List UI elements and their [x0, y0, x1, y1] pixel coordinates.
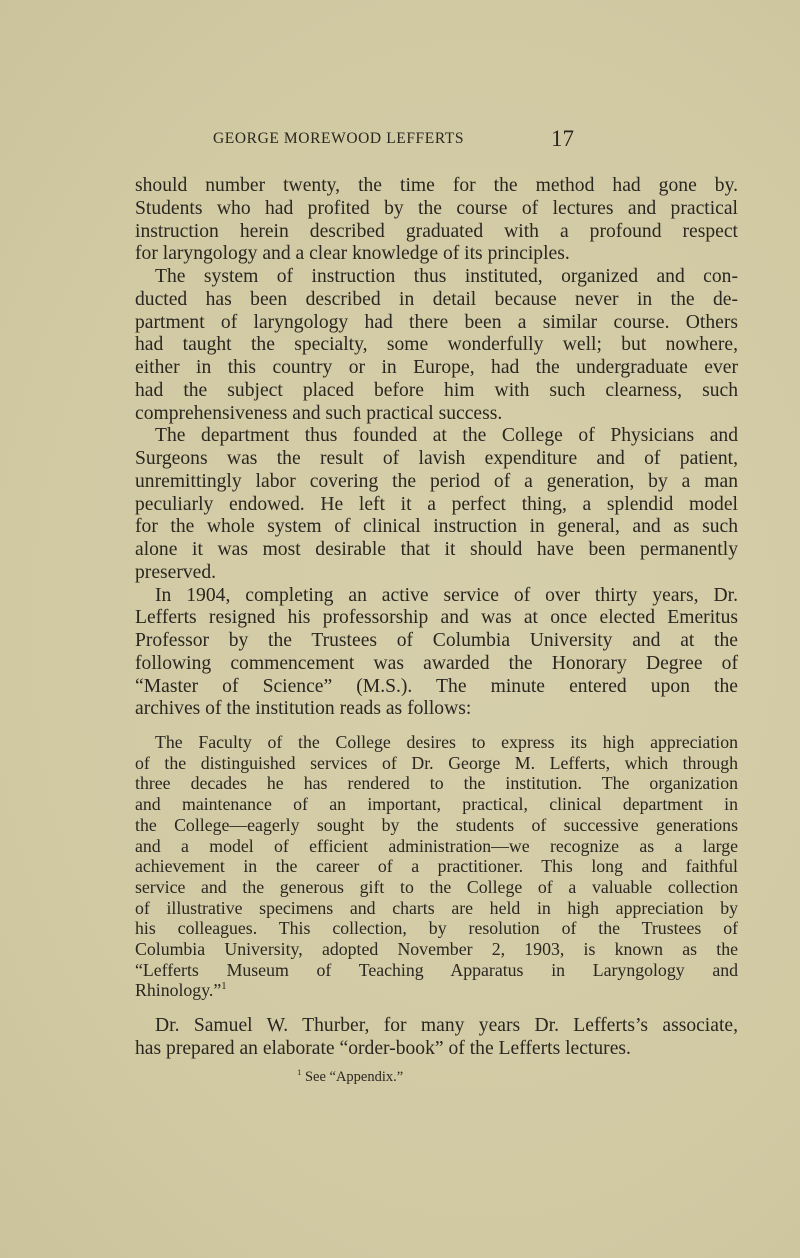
line-text: and maintenance of an important, practical, clinical department in: [135, 794, 738, 815]
text-line: [135, 753, 738, 774]
text-line: [135, 856, 738, 877]
line-text: alone it was most desirable that it should have been permanently: [135, 539, 738, 560]
line-text: Professor by the Trustees of Columbia University and at the: [135, 630, 738, 651]
text-line: [135, 815, 738, 836]
text-line: [135, 447, 738, 470]
line-text: ducted has been described in detail because never in the de-: [135, 288, 738, 310]
line-text: unremittingly labor covering the period of a generation, by a man: [135, 470, 738, 492]
text-line: [135, 379, 738, 402]
page-number: 17: [551, 126, 574, 151]
text-line: [135, 773, 738, 794]
text-line: [155, 732, 738, 753]
line-text: of the distinguished services of Dr. George M. Lefferts, which through: [135, 752, 738, 773]
line-text: comprehensiveness and such practical success.: [135, 402, 503, 424]
text-line: [135, 356, 738, 379]
text-line: [135, 470, 738, 493]
text-line: [135, 1037, 738, 1060]
line-text: his colleagues. This collection, by resolution of the Trustees of: [135, 918, 738, 939]
line-text: Dr. Samuel W. Thurber, for many years Dr. Lefferts’s associate,: [155, 1015, 738, 1036]
line-text: service and the generous gift to the College of a valuable collection: [135, 876, 738, 897]
line-text: following commencement was awarded the Honorary Degree of: [135, 652, 738, 674]
text-line: [135, 652, 738, 675]
text-line: [135, 220, 738, 243]
line-text: achievement in the career of a practitioner. This long and faithful: [135, 856, 738, 877]
text-line: [135, 836, 738, 857]
line-text: “Lefferts Museum of Teaching Apparatus in Laryngology and: [135, 959, 738, 980]
line-text: and a model of efficient administration—we recognize as a large: [135, 835, 738, 856]
text-line: [135, 898, 738, 919]
line-text: had taught the specialty, some wonderfully well; but nowhere,: [135, 334, 738, 356]
line-text: In 1904, completing an active service of over thirty years, Dr.: [155, 584, 738, 606]
line-text: The system of instruction thus instituted, organized and con-: [155, 266, 738, 287]
line-text: for the whole system of clinical instruction in general, and as such: [135, 516, 738, 538]
line-text: archives of the institution reads as follows:: [135, 698, 472, 720]
text-line: [135, 538, 738, 561]
footnote-text: See “Appendix.”: [304, 1069, 404, 1085]
text-line: [135, 174, 738, 197]
line-text: Rhinology.”: [135, 980, 222, 1001]
text-line: [135, 629, 738, 652]
text-line: [135, 697, 738, 720]
text-line: [135, 333, 738, 356]
text-line: [135, 561, 738, 584]
line-text: Students who had profited by the course of lectures and practical: [135, 197, 738, 219]
line-text: should number twenty, the time for the method had gone by.: [135, 175, 738, 196]
text-line: [155, 584, 738, 607]
text-line: [135, 197, 738, 220]
line-text: either in this country or in Europe, had the undergraduate ever: [135, 357, 738, 378]
line-text: for laryngology and a clear knowledge of its principles.: [135, 243, 570, 265]
text-line: [135, 794, 738, 815]
text-line: [135, 311, 738, 334]
line-text: three decades he has rendered to the institution. The organization: [135, 773, 738, 794]
line-text: preserved.: [135, 561, 217, 583]
line-text: peculiarly endowed. He left it a perfect thing, a splendid model: [135, 493, 738, 515]
text-line: [135, 242, 738, 265]
line-text: the College—eagerly sought by the students of successive generations: [135, 814, 738, 835]
footnote: [297, 1069, 403, 1086]
footnote-marker: 1: [297, 1067, 302, 1078]
text-line: [155, 424, 738, 447]
line-text: “Master of Science” (M.S.). The minute entered upon the: [135, 675, 738, 697]
line-text: Surgeons was the result of lavish expenditure and of patient,: [135, 448, 738, 469]
line-text: The Faculty of the College desires to express its high appreciation: [155, 732, 738, 752]
text-line: [135, 606, 738, 629]
line-text: The department thus founded at the College of Physicians and: [155, 425, 738, 447]
line-text: has prepared an elaborate “order-book” of the Lefferts lectures.: [135, 1038, 631, 1059]
text-line: [135, 960, 738, 981]
text-line: [135, 402, 738, 425]
text-line: [135, 493, 738, 516]
line-text: had the subject placed before him with such clearness, such: [135, 379, 738, 401]
text-line: [135, 939, 738, 960]
text-line: [135, 515, 738, 538]
line-text: of illustrative specimens and charts are held in high appreciation by: [135, 897, 738, 918]
line-text: instruction herein described graduated with a profound respect: [135, 220, 738, 242]
text-line: [155, 265, 738, 288]
text-line: [135, 877, 738, 898]
running-title: GEORGE MOREWOOD LEFFERTS: [213, 130, 465, 147]
footnote-reference: 1: [221, 980, 227, 993]
text-line: [135, 980, 738, 1001]
line-text: Columbia University, adopted November 2, 1903, is known as the: [135, 939, 738, 959]
line-text: Lefferts resigned his professorship and was at once elected Emeritus: [135, 607, 738, 629]
text-line: [135, 918, 738, 939]
text-line: [135, 288, 738, 311]
text-line: [155, 1014, 738, 1037]
text-line: [135, 675, 738, 698]
line-text: partment of laryngology had there been a similar course. Others: [135, 311, 738, 333]
